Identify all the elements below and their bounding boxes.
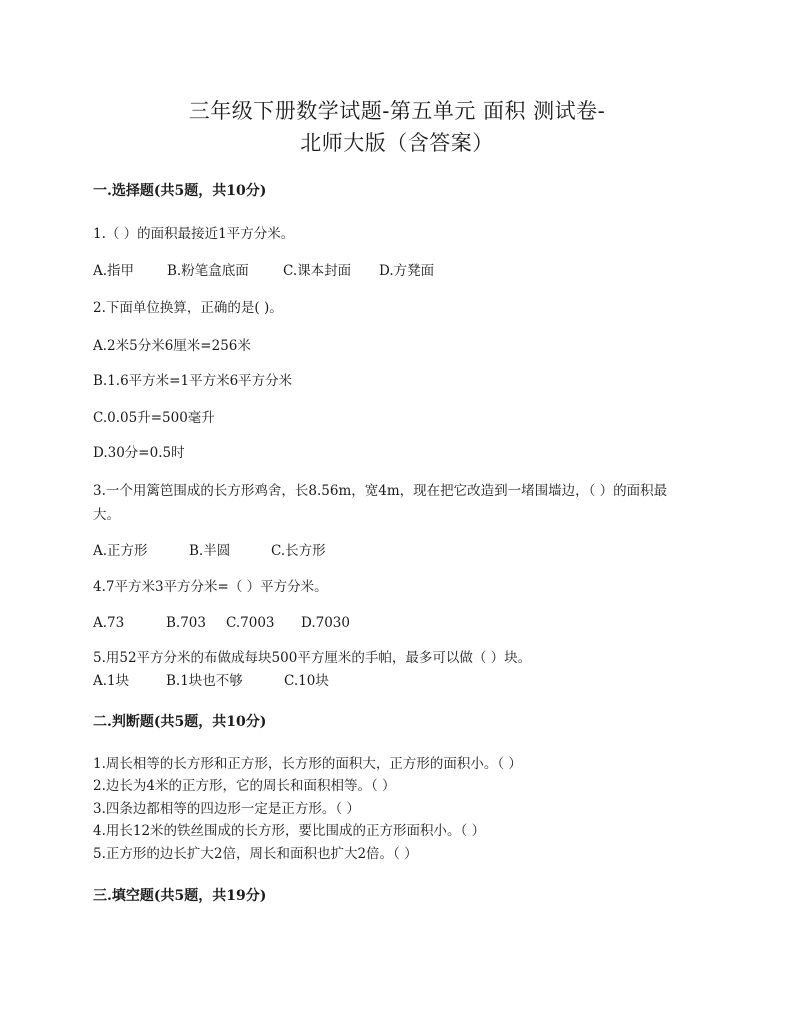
option: A.73	[93, 615, 125, 631]
question-5-stem: 5.用52平方分米的布做成每块500平方厘米的手帕，最多可以做（ ）块。	[93, 650, 532, 666]
question-3-stem: 3.一个用篱笆围成的长方形鸡舍，长8.56m，宽4m，现在把它改造到一堵围墙边，（ ）的面积最大。	[93, 483, 668, 523]
judge-item-1: 1.周长相等的长方形和正方形，长方形的面积大，正方形的面积小。（ ）	[93, 756, 522, 772]
document-title-line-1: 三年级下册数学试题-第五单元 面积 测试卷-	[188, 99, 606, 123]
question-4-options	[93, 613, 350, 633]
judge-item-5: 5.正方形的边长扩大2倍，周长和面积也扩大2倍。（ ）	[93, 846, 418, 862]
question-1-stem: 1.（ ）的面积最接近1平方分米。	[93, 226, 295, 242]
option: C.长方形	[271, 543, 326, 559]
option: A.1块	[93, 673, 130, 689]
option: B.半圆	[189, 543, 231, 559]
option: A.正方形	[93, 543, 148, 559]
document-title-line-2: 北师大版（含答案）	[300, 131, 494, 155]
option: D.方凳面	[379, 263, 435, 279]
option: C.10块	[284, 673, 329, 689]
question-5-options	[93, 671, 329, 691]
question-2-option-c: C.0.05升=500毫升	[93, 410, 215, 426]
question-1-options	[93, 261, 434, 281]
question-2-option-b: B.1.6平方米=1平方米6平方分米	[93, 373, 293, 389]
question-2-option-a: A.2米5分米6厘米=256米	[93, 338, 251, 354]
judge-item-4: 4.用长12米的铁丝围成的长方形，要比围成的正方形面积小。（ ）	[93, 823, 486, 839]
question-3-options	[93, 541, 326, 561]
judge-item-2: 2.边长为4米的正方形，它的周长和面积相等。（ ）	[93, 778, 396, 794]
option: C.课本封面	[283, 263, 352, 279]
question-2-stem: 2.下面单位换算，正确的是( )。	[93, 300, 283, 316]
option: B.703	[166, 615, 206, 631]
judge-item-3: 3.四条边都相等的四边形一定是正方形。（ ）	[93, 801, 360, 817]
section-heading-judge: 二.判断题(共5题，共10分)	[93, 714, 267, 730]
question-2-option-d: D.30分=0.5时	[93, 445, 185, 461]
question-4-stem: 4.7平方米3平方分米=（ ）平方分米。	[93, 579, 328, 595]
option: B.粉笔盒底面	[167, 263, 249, 279]
section-heading-fill: 三.填空题(共5题，共19分)	[93, 888, 267, 904]
section-heading-choice: 一.选择题(共5题，共10分)	[93, 183, 267, 199]
option: B.1块也不够	[166, 673, 243, 689]
option: C.7003	[226, 615, 275, 631]
option: D.7030	[301, 615, 350, 631]
option: A.指甲	[93, 263, 135, 279]
